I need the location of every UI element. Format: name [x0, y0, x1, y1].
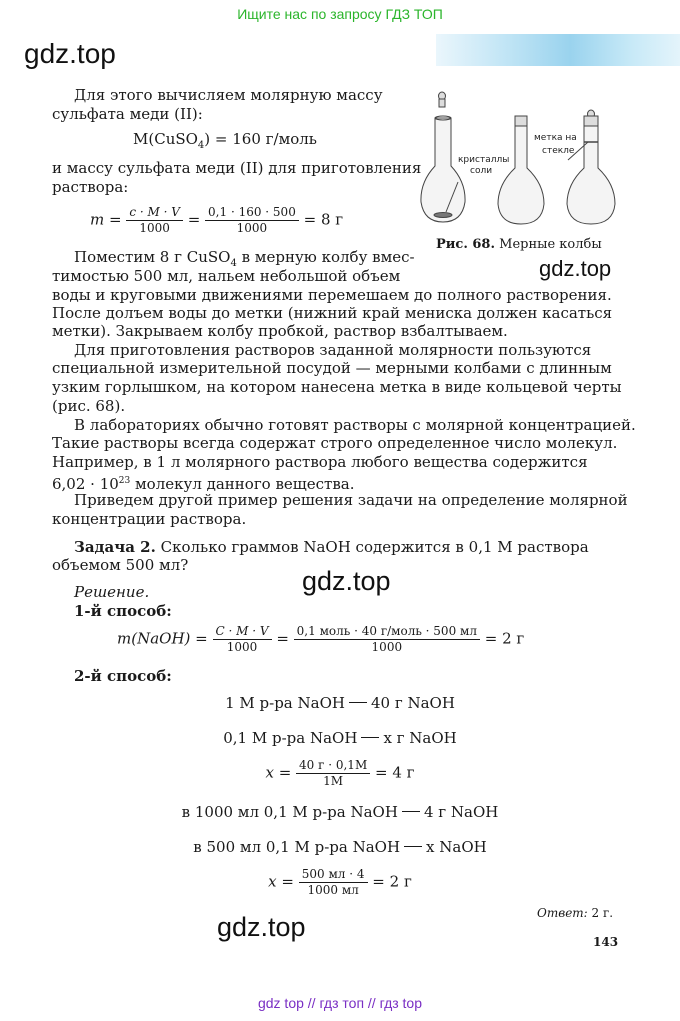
task-statement: объемом 500 мл?	[52, 556, 189, 574]
task-statement: Задача 2. Сколько граммов NaOH содержится в 0,1 M раствора	[74, 538, 589, 556]
paragraph-line: и массу сульфата меди (II) для приготовления	[52, 159, 422, 177]
top-search-link[interactable]: Ищите нас по запросу ГДЗ ТОП	[237, 6, 443, 22]
watermark-logo: gdz.top	[539, 256, 612, 281]
paragraph-line: Приведем другой пример решения задачи на определение молярной	[74, 491, 628, 509]
paragraph-line: Для приготовления растворов заданной молярности пользуются	[74, 341, 592, 359]
figure-label-mark: метка на	[534, 133, 577, 143]
paragraph-line: тимостью 500 мл, нальем небольшой объем	[52, 267, 401, 285]
figure-label-mark: стекле	[542, 146, 575, 156]
paragraph-line: метки). Закрываем колбу пробкой, раствор взбалтываем.	[52, 322, 508, 340]
method-heading: 1-й способ:	[74, 602, 172, 620]
molar-mass-formula: M(CuSO$_4$) = 160 г/моль	[133, 130, 317, 151]
method-heading: 2-й способ:	[74, 667, 172, 685]
proportion-line: 0,1 M р-ра NaOH x г NaOH	[223, 729, 457, 747]
page-number: 143	[593, 935, 619, 949]
paragraph-line: Например, в 1 л молярного раствора любого вещества содержится	[52, 453, 588, 471]
paragraph-line: $6,02 \cdot 10^{23}$ молекул данного вещества.	[52, 475, 355, 493]
paragraph-line: После долъем воды до метки (нижний край мениска должен касаться	[52, 304, 613, 322]
paragraph-line: (рис. 68).	[52, 397, 126, 415]
header-banner	[436, 34, 680, 66]
paragraph-line: воды и круговыми движениями перемешаем до полного растворения.	[52, 286, 612, 304]
paragraph-line: Поместим 8 г CuSO$_4$ в мерную колбу вмес-	[74, 248, 415, 269]
paragraph-line: концентрации раствора.	[52, 510, 247, 528]
naoh-mass-formula: m(NaOH) = $\frac{C \cdot M \cdot V}{1000}$ = $\frac{\text{0,1 моль · 40 г/моль · 500 мл}}{1000}$ = 2 г	[117, 624, 525, 654]
proportion-formula: x = $\frac{500 мл \cdot 4}{1000 мл}$ = 2 г	[268, 867, 412, 897]
figure-label-crystals: кристаллы	[458, 155, 510, 165]
answer: Ответ: 2 г.	[537, 906, 614, 920]
watermark-logo: gdz.top	[302, 566, 391, 596]
footer-links[interactable]: gdz top // гдз топ // гдз top	[257, 995, 423, 1011]
paragraph-line: Такие растворы всегда содержат строго определенное число молекул.	[52, 434, 618, 452]
mass-formula: m = $\frac{c \cdot M \cdot V}{1000}$ = $\frac{0,1 \cdot 160 \cdot 500}{1000}$ = 8 г	[90, 205, 344, 235]
figure-label-crystals: соли	[470, 166, 493, 176]
paragraph-line: узким горлышком, на котором нанесена метка в виде кольцевой черты	[52, 378, 622, 396]
paragraph-line: В лабораториях обычно готовят растворы с молярной концентрацией.	[74, 416, 636, 434]
paragraph-line: раствора:	[52, 178, 129, 196]
proportion-line: в 1000 мл 0,1 M р-ра NaOH 4 г NaOH	[181, 803, 499, 821]
paragraph-line: сульфата меди (II):	[52, 105, 203, 123]
paragraph-line: специальной измерительной посудой — мерными колбами с длинным	[52, 359, 612, 377]
watermark-logo: gdz.top	[217, 912, 306, 942]
paragraph-line: Для этого вычисляем молярную массу	[74, 86, 383, 104]
proportion-line: 1 M р-ра NaOH 40 г NaOH	[225, 694, 455, 712]
watermark-logo: gdz.top	[24, 38, 116, 69]
figure-volumetric-flasks	[418, 82, 628, 232]
figure-caption: Рис. 68. Мерные колбы	[436, 237, 602, 252]
solution-heading: Решение.	[74, 583, 150, 601]
proportion-line: в 500 мл 0,1 M р-ра NaOH x NaOH	[193, 838, 487, 856]
proportion-formula: x = $\frac{40 г \cdot 0,1M}{1M}$ = 4 г	[265, 758, 415, 788]
